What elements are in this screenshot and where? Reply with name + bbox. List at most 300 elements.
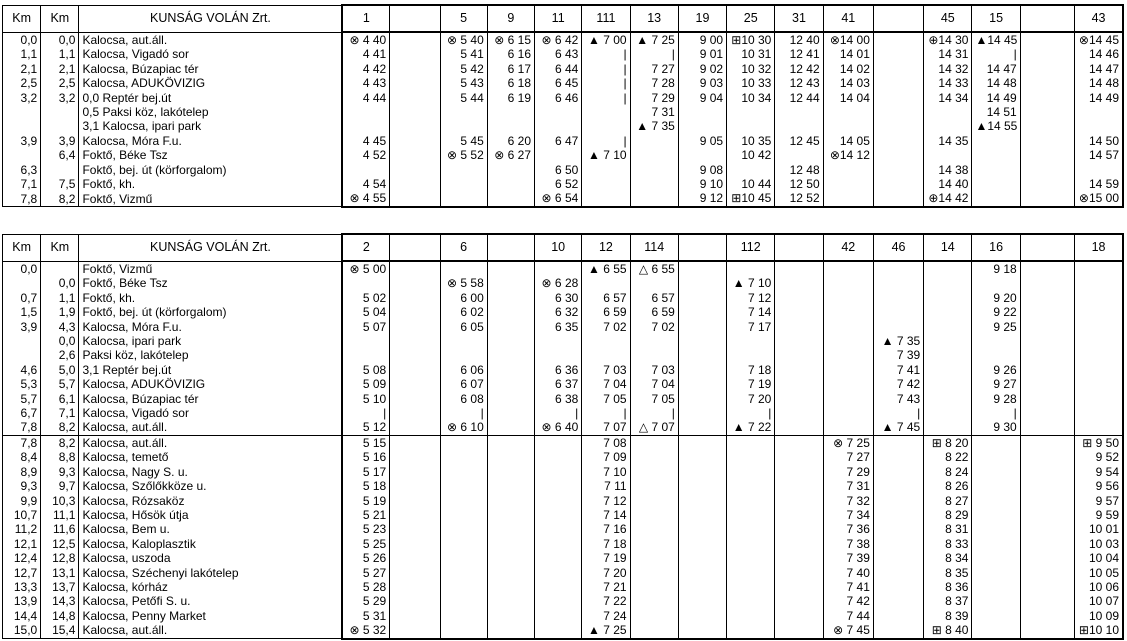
departure-time bbox=[535, 479, 582, 493]
departure-time bbox=[924, 261, 972, 276]
departure-time: 7 12 bbox=[582, 494, 630, 508]
departure-time bbox=[678, 363, 726, 377]
departure-time bbox=[390, 191, 440, 206]
departure-time bbox=[775, 494, 823, 508]
departure-time bbox=[440, 508, 487, 522]
table-row bbox=[3, 32, 1124, 47]
departure-time bbox=[487, 163, 534, 177]
departure-time: 7 19 bbox=[727, 377, 775, 391]
departure-time: 10 42 bbox=[727, 148, 775, 162]
stop-name: Foktő, kh. bbox=[79, 291, 343, 305]
departure-time: 6 19 bbox=[487, 91, 534, 105]
table-row bbox=[3, 551, 1124, 565]
departure-time bbox=[440, 623, 487, 638]
departure-time bbox=[342, 163, 389, 177]
km-value: 7,8 bbox=[3, 435, 41, 450]
km-value: 8,4 bbox=[3, 450, 41, 464]
departure-time bbox=[440, 522, 487, 536]
departure-time: 9 57 bbox=[1075, 494, 1123, 508]
departure-time bbox=[727, 105, 775, 119]
departure-time bbox=[1020, 623, 1074, 638]
departure-time bbox=[873, 119, 923, 133]
departure-time bbox=[873, 508, 923, 522]
departure-time bbox=[487, 508, 534, 522]
table-row bbox=[3, 479, 1124, 493]
departure-time bbox=[775, 551, 823, 565]
departure-time: 5 28 bbox=[342, 580, 389, 594]
departure-time bbox=[972, 435, 1020, 450]
stop-name: Foktő, kh. bbox=[79, 177, 343, 191]
departure-time bbox=[972, 566, 1020, 580]
departure-time: 7 40 bbox=[823, 566, 873, 580]
departure-time bbox=[972, 623, 1020, 638]
departure-time bbox=[440, 479, 487, 493]
km-value: 4,3 bbox=[41, 320, 79, 334]
departure-time bbox=[390, 609, 440, 623]
km-value: 3,9 bbox=[3, 134, 41, 148]
departure-time: 7 02 bbox=[630, 320, 678, 334]
departure-time bbox=[775, 435, 823, 450]
departure-time: ⊕14 30 bbox=[924, 32, 972, 47]
departure-time bbox=[1075, 320, 1123, 334]
departure-time bbox=[873, 62, 923, 76]
departure-time: 6 45 bbox=[535, 76, 582, 90]
departure-time bbox=[1020, 276, 1074, 290]
stop-name: Kalocsa, Búzapiac tér bbox=[79, 392, 343, 406]
departure-time: 9 56 bbox=[1075, 479, 1123, 493]
departure-time: 7 04 bbox=[582, 377, 630, 391]
km-value: 7,8 bbox=[3, 191, 41, 206]
departure-time bbox=[873, 177, 923, 191]
km-value: 9,7 bbox=[41, 479, 79, 493]
departure-time bbox=[873, 566, 923, 580]
departure-time: △ 6 55 bbox=[630, 261, 678, 276]
km-value: 12,1 bbox=[3, 537, 41, 551]
km-value: 11,1 bbox=[41, 508, 79, 522]
departure-time bbox=[775, 465, 823, 479]
departure-time bbox=[972, 134, 1020, 148]
departure-time bbox=[535, 609, 582, 623]
departure-time bbox=[1020, 191, 1074, 206]
departure-time bbox=[1020, 334, 1074, 348]
stop-name: Paksi köz, lakótelep bbox=[79, 348, 343, 362]
departure-time bbox=[972, 609, 1020, 623]
departure-time bbox=[1020, 609, 1074, 623]
departure-time bbox=[924, 377, 972, 391]
departure-time: 9 04 bbox=[678, 91, 726, 105]
km-value: 6,7 bbox=[3, 406, 41, 420]
departure-time bbox=[630, 465, 678, 479]
departure-time bbox=[390, 623, 440, 638]
departure-time: 14 01 bbox=[823, 47, 873, 61]
trip-number: 6 bbox=[440, 234, 487, 261]
departure-time: ⊗ 4 55 bbox=[342, 191, 389, 206]
departure-time: ⊗ 6 28 bbox=[535, 276, 582, 290]
departure-time: 10 01 bbox=[1075, 522, 1123, 536]
departure-time bbox=[823, 119, 873, 133]
departure-time: 5 12 bbox=[342, 420, 389, 435]
departure-time bbox=[727, 580, 775, 594]
km-value: 2,5 bbox=[3, 76, 41, 90]
departure-time: 14 50 bbox=[1075, 134, 1123, 148]
departure-time bbox=[678, 276, 726, 290]
departure-time: 7 10 bbox=[582, 465, 630, 479]
departure-time: 12 41 bbox=[775, 47, 823, 61]
departure-time bbox=[873, 537, 923, 551]
departure-time: 6 02 bbox=[440, 305, 487, 319]
departure-time bbox=[924, 406, 972, 420]
departure-time bbox=[1020, 406, 1074, 420]
departure-time: 7 11 bbox=[582, 479, 630, 493]
departure-time: 9 08 bbox=[678, 163, 726, 177]
departure-time bbox=[775, 479, 823, 493]
departure-time bbox=[775, 348, 823, 362]
departure-time bbox=[727, 435, 775, 450]
table-row bbox=[3, 105, 1124, 119]
trip-number: 112 bbox=[727, 234, 775, 261]
departure-time bbox=[972, 276, 1020, 290]
km-value bbox=[3, 334, 41, 348]
departure-time: | bbox=[342, 406, 389, 420]
departure-time bbox=[972, 334, 1020, 348]
departure-time bbox=[678, 594, 726, 608]
departure-time: 7 02 bbox=[582, 320, 630, 334]
stop-name: Kalocsa, ADUKÖVIZIG bbox=[79, 377, 343, 391]
departure-time bbox=[924, 363, 972, 377]
km-value bbox=[41, 119, 79, 133]
departure-time: 14 48 bbox=[1075, 76, 1123, 90]
departure-time bbox=[390, 479, 440, 493]
departure-time bbox=[823, 320, 873, 334]
departure-time bbox=[873, 261, 923, 276]
departure-time bbox=[924, 392, 972, 406]
departure-time bbox=[678, 609, 726, 623]
departure-time: 6 38 bbox=[535, 392, 582, 406]
departure-time bbox=[775, 420, 823, 435]
trip-number: 1 bbox=[342, 5, 389, 32]
stop-name: Kalocsa, Vigadó sor bbox=[79, 406, 343, 420]
departure-time: 10 44 bbox=[727, 177, 775, 191]
departure-time bbox=[390, 537, 440, 551]
departure-time bbox=[390, 508, 440, 522]
departure-time bbox=[535, 105, 582, 119]
departure-time bbox=[1075, 291, 1123, 305]
km-value: 1,9 bbox=[41, 305, 79, 319]
departure-time bbox=[535, 261, 582, 276]
departure-time bbox=[342, 276, 389, 290]
departure-time bbox=[924, 305, 972, 319]
table-row bbox=[3, 191, 1124, 206]
departure-time bbox=[630, 594, 678, 608]
trip-number: 111 bbox=[582, 5, 630, 32]
departure-time bbox=[440, 348, 487, 362]
departure-time bbox=[630, 494, 678, 508]
table-row bbox=[3, 163, 1124, 177]
departure-time: 9 20 bbox=[972, 291, 1020, 305]
departure-time: △ 7 07 bbox=[630, 420, 678, 435]
departure-time bbox=[487, 377, 534, 391]
departure-time: ⊗ 5 40 bbox=[440, 32, 487, 47]
departure-time bbox=[1020, 320, 1074, 334]
departure-time bbox=[390, 32, 440, 47]
departure-time: 7 07 bbox=[582, 420, 630, 435]
km-value: 8,9 bbox=[3, 465, 41, 479]
departure-time bbox=[823, 363, 873, 377]
departure-time: 6 06 bbox=[440, 363, 487, 377]
departure-time bbox=[1020, 580, 1074, 594]
departure-time bbox=[342, 334, 389, 348]
departure-time bbox=[873, 609, 923, 623]
departure-time bbox=[924, 334, 972, 348]
departure-time bbox=[727, 163, 775, 177]
departure-time: ⊗ 7 45 bbox=[823, 623, 873, 638]
departure-time bbox=[924, 119, 972, 133]
departure-time: ⊞10 10 bbox=[1075, 623, 1123, 638]
departure-time: 4 52 bbox=[342, 148, 389, 162]
km-value: 13,9 bbox=[3, 594, 41, 608]
departure-time bbox=[440, 494, 487, 508]
departure-time: 4 43 bbox=[342, 76, 389, 90]
departure-time bbox=[440, 177, 487, 191]
departure-time: | bbox=[535, 406, 582, 420]
departure-time bbox=[582, 105, 630, 119]
departure-time bbox=[630, 566, 678, 580]
km-value: 3,2 bbox=[41, 91, 79, 105]
departure-time: 14 46 bbox=[1075, 47, 1123, 61]
departure-time: 7 38 bbox=[823, 537, 873, 551]
stop-name: 0,0 Reptér bej.út bbox=[79, 91, 343, 105]
departure-time: 7 08 bbox=[582, 435, 630, 450]
departure-time bbox=[582, 163, 630, 177]
departure-time: 6 17 bbox=[487, 62, 534, 76]
departure-time bbox=[1075, 392, 1123, 406]
departure-time: 9 54 bbox=[1075, 465, 1123, 479]
departure-time: 5 23 bbox=[342, 522, 389, 536]
km-value: 1,1 bbox=[41, 291, 79, 305]
departure-time bbox=[390, 62, 440, 76]
departure-time: 7 16 bbox=[582, 522, 630, 536]
departure-time bbox=[1075, 305, 1123, 319]
km-value: 2,1 bbox=[3, 62, 41, 76]
table-row bbox=[3, 334, 1124, 348]
departure-time bbox=[535, 522, 582, 536]
departure-time: 10 34 bbox=[727, 91, 775, 105]
trip-number: 16 bbox=[972, 234, 1020, 261]
departure-time bbox=[390, 494, 440, 508]
departure-time bbox=[487, 623, 534, 638]
trip-number: 31 bbox=[775, 5, 823, 32]
departure-time bbox=[873, 479, 923, 493]
departure-time bbox=[487, 177, 534, 191]
departure-time bbox=[873, 551, 923, 565]
km-value bbox=[3, 348, 41, 362]
departure-time: 14 34 bbox=[924, 91, 972, 105]
departure-time: 8 37 bbox=[924, 594, 972, 608]
departure-time: | bbox=[582, 47, 630, 61]
departure-time bbox=[1020, 163, 1074, 177]
trip-number: 42 bbox=[823, 234, 873, 261]
trip-number bbox=[390, 234, 440, 261]
departure-time bbox=[1075, 348, 1123, 362]
departure-time: ⊞10 45 bbox=[727, 191, 775, 206]
km-header: Km bbox=[41, 5, 79, 32]
departure-time bbox=[873, 134, 923, 148]
departure-time bbox=[727, 261, 775, 276]
departure-time: ⊗ 5 32 bbox=[342, 623, 389, 638]
departure-time: 9 18 bbox=[972, 261, 1020, 276]
km-value: 9,3 bbox=[41, 465, 79, 479]
departure-time: 7 39 bbox=[823, 551, 873, 565]
departure-time: | bbox=[972, 406, 1020, 420]
departure-time bbox=[678, 348, 726, 362]
km-value bbox=[41, 163, 79, 177]
departure-time: 6 36 bbox=[535, 363, 582, 377]
departure-time bbox=[1075, 163, 1123, 177]
departure-time: 7 09 bbox=[582, 450, 630, 464]
departure-time: 14 47 bbox=[972, 62, 1020, 76]
departure-time bbox=[1075, 363, 1123, 377]
departure-time bbox=[1020, 47, 1074, 61]
km-value: 0,0 bbox=[41, 334, 79, 348]
trip-number bbox=[873, 5, 923, 32]
table-row bbox=[3, 62, 1124, 76]
departure-time bbox=[1020, 348, 1074, 362]
departure-time bbox=[440, 435, 487, 450]
departure-time: 6 00 bbox=[440, 291, 487, 305]
km-header: Km bbox=[3, 5, 41, 32]
departure-time: 6 30 bbox=[535, 291, 582, 305]
departure-time: 6 43 bbox=[535, 47, 582, 61]
departure-time bbox=[440, 580, 487, 594]
stop-name: Kalocsa, Kaloplasztik bbox=[79, 537, 343, 551]
departure-time bbox=[535, 334, 582, 348]
km-value: 15,0 bbox=[3, 623, 41, 638]
table-row bbox=[3, 261, 1124, 276]
departure-time bbox=[487, 392, 534, 406]
departure-time: ⊗ 5 52 bbox=[440, 148, 487, 162]
departure-time: 6 57 bbox=[630, 291, 678, 305]
departure-time: ⊞10 30 bbox=[727, 32, 775, 47]
departure-time bbox=[823, 392, 873, 406]
km-value: 0,7 bbox=[3, 291, 41, 305]
departure-time bbox=[924, 105, 972, 119]
departure-time bbox=[630, 609, 678, 623]
departure-time: ▲14 45 bbox=[972, 32, 1020, 47]
departure-time bbox=[972, 537, 1020, 551]
stop-name: Kalocsa, uszoda bbox=[79, 551, 343, 565]
departure-time bbox=[1020, 377, 1074, 391]
km-value: 5,7 bbox=[3, 392, 41, 406]
timetable-top bbox=[2, 4, 1124, 208]
departure-time bbox=[390, 148, 440, 162]
trip-number: 25 bbox=[727, 5, 775, 32]
departure-time bbox=[535, 465, 582, 479]
departure-time bbox=[1020, 148, 1074, 162]
departure-time bbox=[1020, 119, 1074, 133]
stop-name: Foktő, Vizmű bbox=[79, 261, 343, 276]
departure-time: 10 04 bbox=[1075, 551, 1123, 565]
departure-time: 6 59 bbox=[582, 305, 630, 319]
departure-time bbox=[727, 551, 775, 565]
departure-time: | bbox=[873, 406, 923, 420]
departure-time: 8 22 bbox=[924, 450, 972, 464]
departure-time: 6 08 bbox=[440, 392, 487, 406]
departure-time: 12 42 bbox=[775, 62, 823, 76]
departure-time bbox=[535, 551, 582, 565]
departure-time bbox=[1075, 406, 1123, 420]
departure-time bbox=[390, 320, 440, 334]
departure-time: 5 08 bbox=[342, 363, 389, 377]
departure-time bbox=[390, 566, 440, 580]
trip-number: 14 bbox=[924, 234, 972, 261]
departure-time bbox=[972, 494, 1020, 508]
company-header: KUNSÁG VOLÁN Zrt. bbox=[79, 5, 343, 32]
departure-time bbox=[678, 537, 726, 551]
departure-time bbox=[487, 348, 534, 362]
departure-time: 14 31 bbox=[924, 47, 972, 61]
departure-time: 7 42 bbox=[873, 377, 923, 391]
departure-time: 9 03 bbox=[678, 76, 726, 90]
km-value: 2,6 bbox=[41, 348, 79, 362]
departure-time bbox=[1020, 537, 1074, 551]
departure-time bbox=[390, 406, 440, 420]
trip-number: 45 bbox=[924, 5, 972, 32]
departure-time bbox=[727, 465, 775, 479]
departure-time bbox=[1020, 508, 1074, 522]
departure-time bbox=[972, 177, 1020, 191]
departure-time: ▲ 7 22 bbox=[727, 420, 775, 435]
table-row bbox=[3, 406, 1124, 420]
km-value: 2,5 bbox=[41, 76, 79, 90]
km-value: 14,3 bbox=[41, 594, 79, 608]
departure-time bbox=[727, 334, 775, 348]
departure-time bbox=[535, 508, 582, 522]
km-value: 10,7 bbox=[3, 508, 41, 522]
departure-time bbox=[873, 305, 923, 319]
table-row bbox=[3, 348, 1124, 362]
departure-time: 5 15 bbox=[342, 435, 389, 450]
departure-time bbox=[775, 305, 823, 319]
departure-time bbox=[390, 334, 440, 348]
km-value: 0,0 bbox=[41, 32, 79, 47]
km-value: 7,1 bbox=[3, 177, 41, 191]
departure-time bbox=[440, 119, 487, 133]
km-value bbox=[41, 105, 79, 119]
departure-time bbox=[487, 276, 534, 290]
departure-time bbox=[775, 363, 823, 377]
departure-time bbox=[1075, 334, 1123, 348]
departure-time bbox=[1075, 420, 1123, 435]
departure-time: 14 32 bbox=[924, 62, 972, 76]
departure-time: | bbox=[582, 62, 630, 76]
departure-time bbox=[582, 334, 630, 348]
departure-time: 7 14 bbox=[727, 305, 775, 319]
departure-time bbox=[390, 551, 440, 565]
departure-time bbox=[972, 580, 1020, 594]
departure-time bbox=[487, 450, 534, 464]
departure-time bbox=[440, 537, 487, 551]
departure-time: 9 26 bbox=[972, 363, 1020, 377]
departure-time bbox=[582, 119, 630, 133]
departure-time: ▲ 7 35 bbox=[630, 119, 678, 133]
departure-time bbox=[775, 537, 823, 551]
departure-time: 6 18 bbox=[487, 76, 534, 90]
stop-name: Kalocsa, Petőfi S. u. bbox=[79, 594, 343, 608]
departure-time: 7 12 bbox=[727, 291, 775, 305]
departure-time: 6 37 bbox=[535, 377, 582, 391]
departure-time bbox=[678, 148, 726, 162]
departure-time bbox=[775, 105, 823, 119]
